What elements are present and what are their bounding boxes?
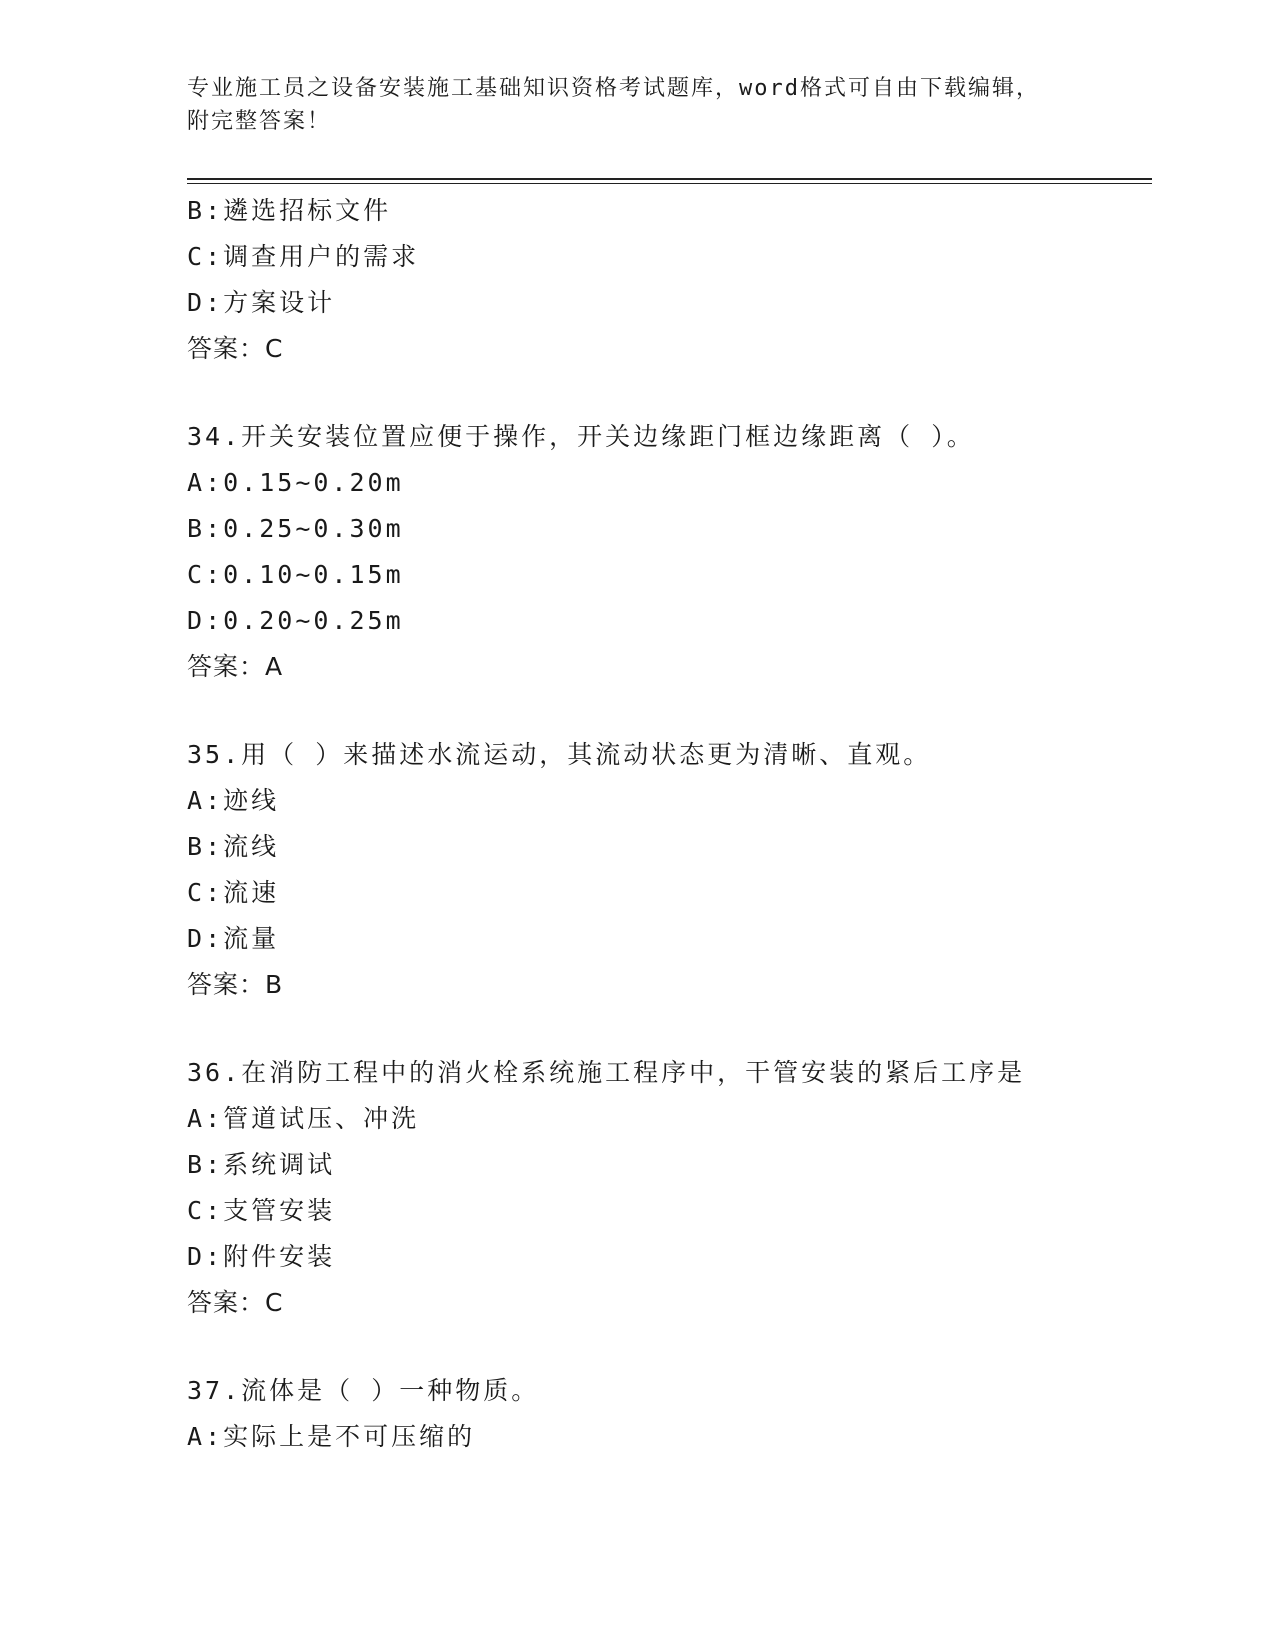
option-separator: : xyxy=(205,1104,224,1133)
option-line xyxy=(187,778,1147,824)
option-key: D xyxy=(187,924,206,953)
option-separator: : xyxy=(205,878,224,907)
option-key: B xyxy=(187,514,206,543)
answer-line xyxy=(187,326,1147,372)
option-line xyxy=(187,824,1147,870)
option-text: 方案设计 xyxy=(223,288,336,317)
answer-value: C xyxy=(265,334,284,363)
option-line xyxy=(187,870,1147,916)
option-line xyxy=(187,916,1147,962)
option-key: D xyxy=(187,288,206,317)
option-separator: : xyxy=(205,1196,224,1225)
answer-value: C xyxy=(265,1288,284,1317)
option-text: 实际上是不可压缩的 xyxy=(223,1422,476,1451)
option-text: 迹线 xyxy=(223,786,280,815)
answer-line xyxy=(187,644,1147,690)
option-key: A xyxy=(187,1104,206,1133)
option-line xyxy=(187,1142,1147,1188)
option-text: 0.10~0.15m xyxy=(223,560,404,589)
question-block xyxy=(187,1050,1147,1326)
option-separator: : xyxy=(205,786,224,815)
option-separator: : xyxy=(205,242,224,271)
option-line xyxy=(187,598,1147,644)
question-block xyxy=(187,414,1147,690)
option-text: 遴选招标文件 xyxy=(223,196,392,225)
option-separator: : xyxy=(205,1150,224,1179)
option-key: C xyxy=(187,560,206,589)
option-separator: : xyxy=(205,288,224,317)
question-block xyxy=(187,732,1147,1008)
option-line xyxy=(187,552,1147,598)
option-text: 管道试压、冲洗 xyxy=(223,1104,420,1133)
answer-line xyxy=(187,962,1147,1008)
question-stem: 35.用（ ）来描述水流运动，其流动状态更为清晰、直观。 xyxy=(187,740,932,769)
option-separator: : xyxy=(205,606,224,635)
option-key: D xyxy=(187,1242,206,1271)
option-separator: : xyxy=(205,514,224,543)
option-text: 0.20~0.25m xyxy=(223,606,404,635)
header-line-1: 专业施工员之设备安装施工基础知识资格考试题库，word格式可自由下载编辑， xyxy=(187,76,1040,101)
option-text: 流线 xyxy=(223,832,280,861)
option-text: 0.25~0.30m xyxy=(223,514,404,543)
option-line xyxy=(187,188,1147,234)
option-text: 调查用户的需求 xyxy=(223,242,420,271)
option-line xyxy=(187,1096,1147,1142)
answer-value: B xyxy=(265,970,284,999)
option-line xyxy=(187,1188,1147,1234)
option-line xyxy=(187,234,1147,280)
option-separator: : xyxy=(205,1422,224,1451)
option-text: 0.15~0.20m xyxy=(223,468,404,497)
option-line xyxy=(187,1414,1147,1460)
header-line-2: 附完整答案！ xyxy=(187,109,332,134)
page-header xyxy=(187,72,1087,138)
option-key: C xyxy=(187,878,206,907)
option-key: A xyxy=(187,786,206,815)
option-key: B xyxy=(187,1150,206,1179)
answer-label: 答案： xyxy=(187,970,266,999)
answer-value: A xyxy=(265,652,284,681)
header-divider xyxy=(187,178,1152,184)
option-separator: : xyxy=(205,560,224,589)
option-separator: : xyxy=(205,1242,224,1271)
option-key: C xyxy=(187,242,206,271)
answer-label: 答案： xyxy=(187,1288,266,1317)
option-key: A xyxy=(187,1422,206,1451)
option-line xyxy=(187,280,1147,326)
option-key: C xyxy=(187,1196,206,1225)
option-separator: : xyxy=(205,468,224,497)
option-key: B xyxy=(187,196,206,225)
option-text: 附件安装 xyxy=(223,1242,336,1271)
answer-label: 答案： xyxy=(187,334,266,363)
option-text: 流量 xyxy=(223,924,280,953)
option-line xyxy=(187,460,1147,506)
option-separator: : xyxy=(205,832,224,861)
option-line xyxy=(187,1234,1147,1280)
question-stem: 37.流体是（ ）一种物质。 xyxy=(187,1376,540,1405)
option-key: A xyxy=(187,468,206,497)
question-stem: 36.在消防工程中的消火栓系统施工程序中，干管安装的紧后工序是 xyxy=(187,1058,1026,1087)
option-text: 流速 xyxy=(223,878,280,907)
question-list xyxy=(187,188,1147,1460)
answer-line xyxy=(187,1280,1147,1326)
question-block xyxy=(187,188,1147,372)
option-key: B xyxy=(187,832,206,861)
option-separator: : xyxy=(205,196,224,225)
question-stem: 34.开关安装位置应便于操作，开关边缘距门框边缘距离（ ）。 xyxy=(187,422,975,451)
option-text: 系统调试 xyxy=(223,1150,336,1179)
option-text: 支管安装 xyxy=(223,1196,336,1225)
answer-label: 答案： xyxy=(187,652,266,681)
option-separator: : xyxy=(205,924,224,953)
option-key: D xyxy=(187,606,206,635)
question-block xyxy=(187,1368,1147,1460)
option-line xyxy=(187,506,1147,552)
